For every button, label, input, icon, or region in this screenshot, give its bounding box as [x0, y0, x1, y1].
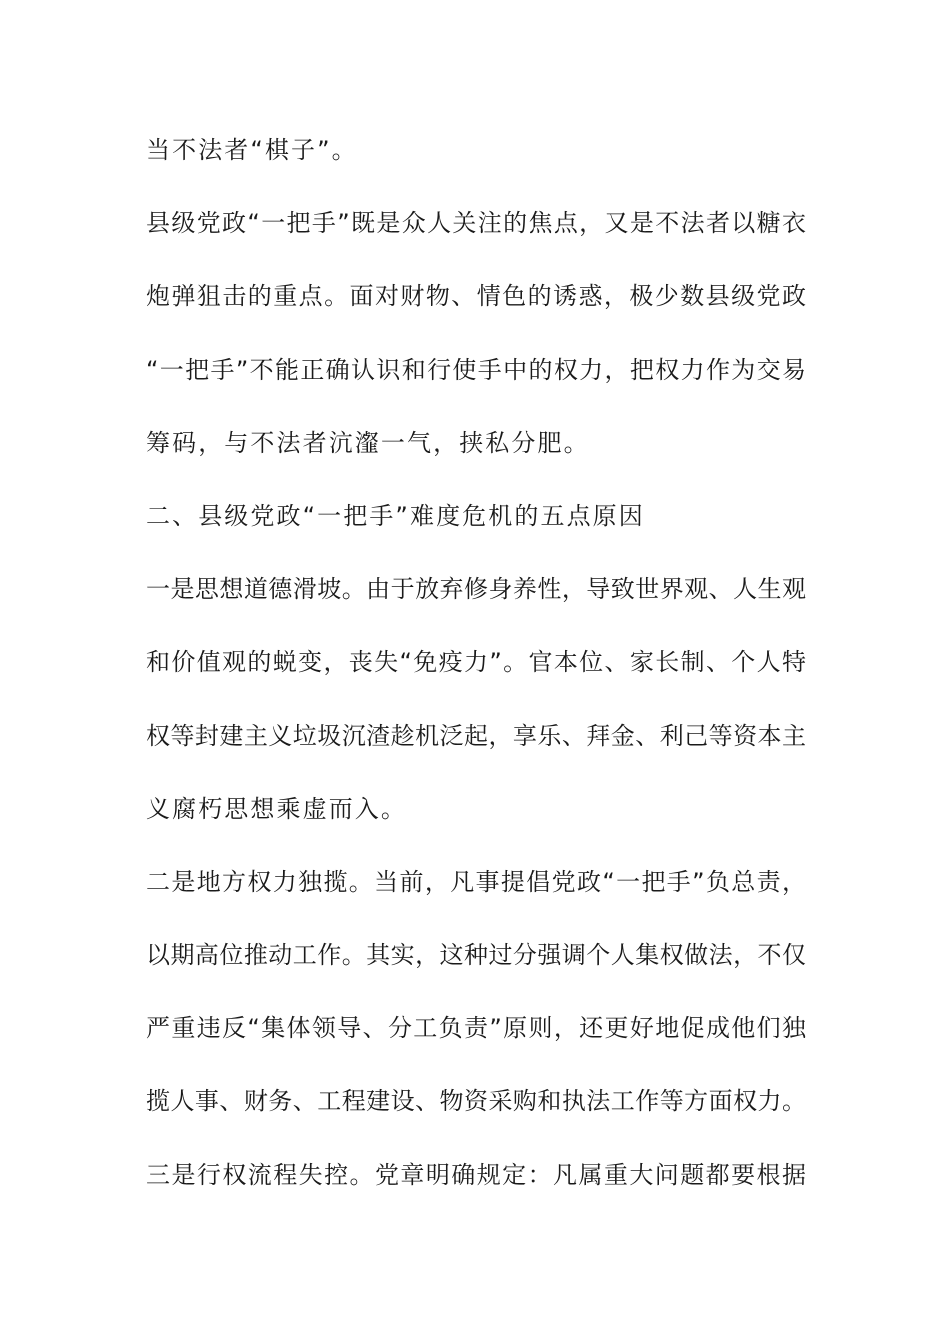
text-line-4: “一把手”不能正确认识和行使手中的权力，把权力作为交易 — [146, 355, 806, 384]
text-line-2: 县级党政“一把手”既是众人关注的焦点，又是不法者以糖衣 — [146, 209, 806, 238]
body-text — [146, 128, 806, 1226]
section-heading: 二、县级党政“一把手”难度危机的五点原因 — [146, 501, 645, 530]
text-line-12: 以期高位推动工作。其实，这种过分强调个人集权做法，不仅 — [146, 941, 806, 970]
text-line-1: 当不法者“棋子”。 — [146, 136, 358, 164]
text-line-5: 筹码，与不法者沆瀣一气，挟私分肥。 — [146, 428, 590, 457]
text-line-3: 炮弹狙击的重点。面对财物、情色的诱惑，极少数县级党政 — [146, 282, 806, 311]
text-line-13: 严重违反“集体领导、分工负责”原则，还更好地促成他们独 — [146, 1014, 806, 1043]
text-line-7: 一是思想道德滑坡。由于放弃修身养性，导致世界观、人生观 — [146, 575, 806, 604]
text-line-14: 揽人事、财务、工程建设、物资采购和执法工作等方面权力。 — [146, 1087, 806, 1116]
text-line-8: 和价值观的蜕变，丧失“免疫力”。官本位、家长制、个人特 — [146, 648, 806, 677]
text-line-9: 权等封建主义垃圾沉渣趁机泛起，享乐、拜金、利己等资本主 — [146, 721, 806, 750]
text-line-15: 三是行权流程失控。党章明确规定：凡属重大问题都要根据 — [146, 1160, 806, 1189]
text-line-10: 义腐朽思想乘虚而入。 — [146, 794, 407, 823]
text-line-11: 二是地方权力独揽。当前，凡事提倡党政“一把手”负总责， — [146, 867, 806, 896]
